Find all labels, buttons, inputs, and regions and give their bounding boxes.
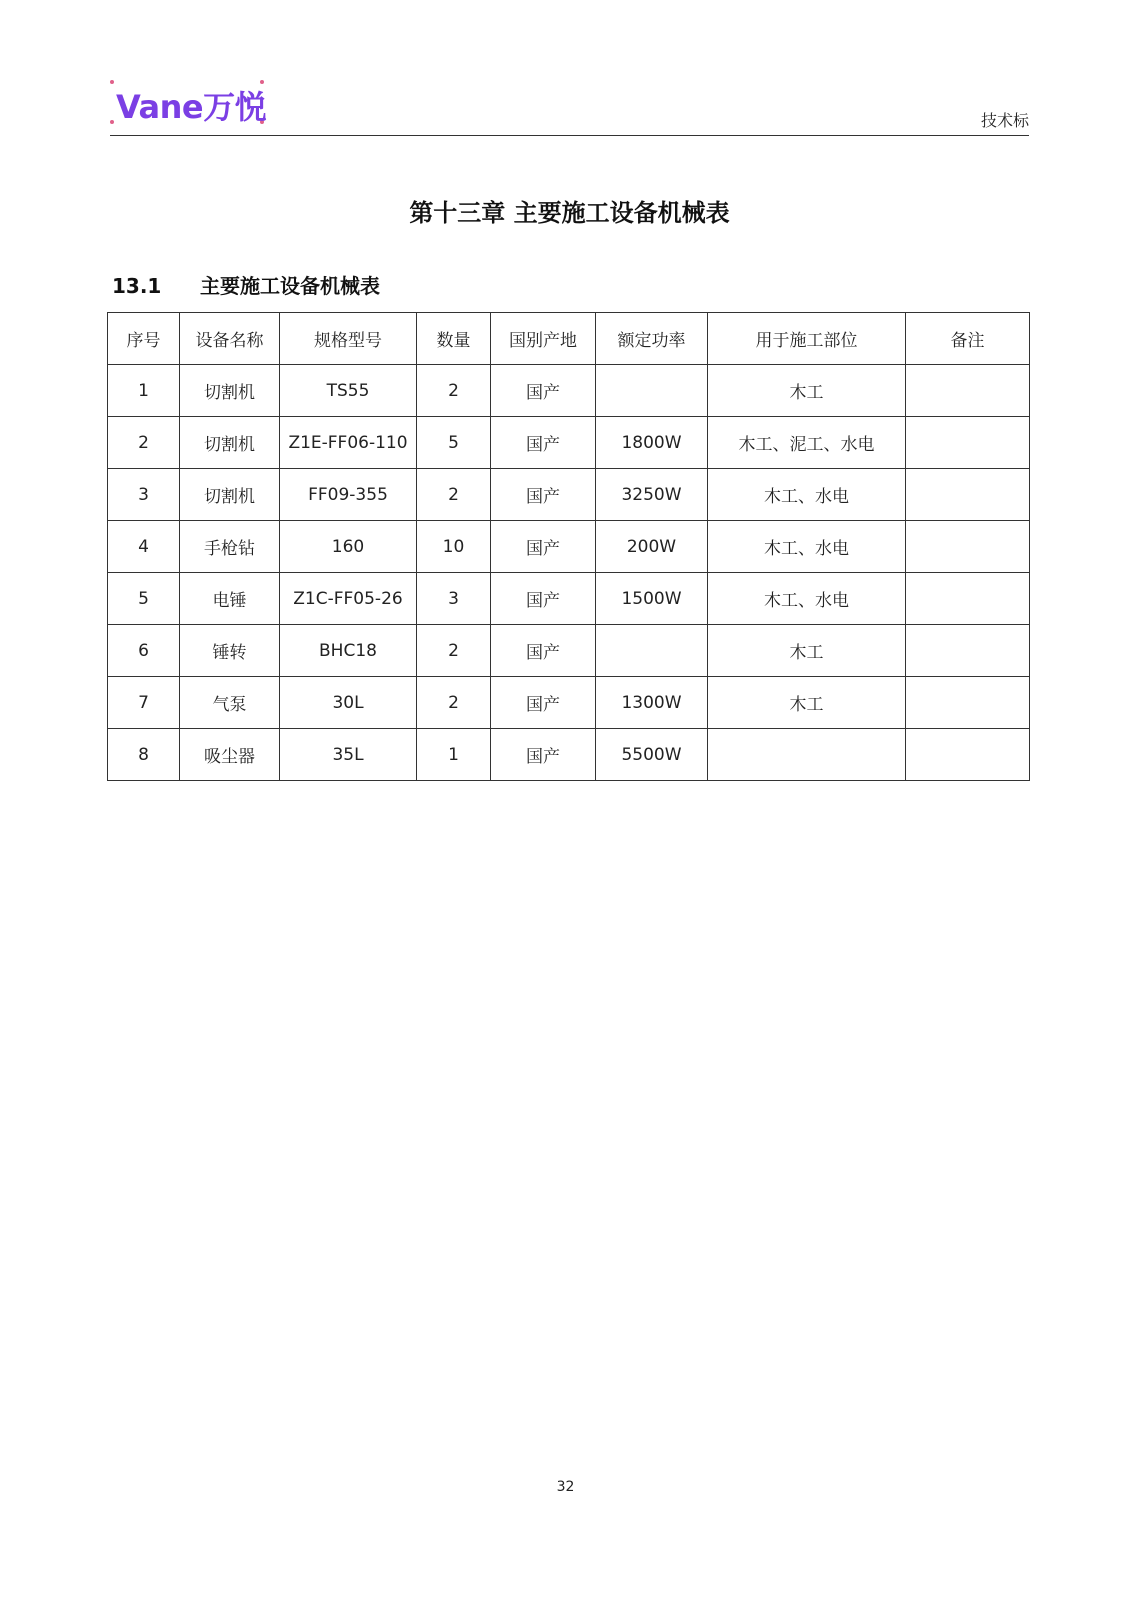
table-cell: 5 bbox=[108, 573, 180, 625]
table-cell bbox=[906, 677, 1030, 729]
table-cell: 木工 bbox=[708, 625, 906, 677]
table-cell: 木工 bbox=[708, 677, 906, 729]
table-cell: 2 bbox=[417, 469, 491, 521]
table-cell: 国产 bbox=[491, 417, 596, 469]
table-cell: 2 bbox=[417, 625, 491, 677]
table-cell: 木工、泥工、水电 bbox=[708, 417, 906, 469]
table-row bbox=[108, 625, 1030, 677]
table-row bbox=[108, 573, 1030, 625]
table-cell: 3 bbox=[417, 573, 491, 625]
header-cell: 用于施工部位 bbox=[708, 313, 906, 365]
table-cell bbox=[906, 521, 1030, 573]
section-title-text: 主要施工设备机械表 bbox=[200, 274, 380, 298]
section-number: 13.1 bbox=[112, 274, 162, 298]
company-logo bbox=[110, 78, 270, 130]
table-cell: 锤转 bbox=[180, 625, 280, 677]
header-cell: 设备名称 bbox=[180, 313, 280, 365]
table-cell: FF09-355 bbox=[280, 469, 417, 521]
table-cell: 1 bbox=[108, 365, 180, 417]
table-cell: Z1C-FF05-26 bbox=[280, 573, 417, 625]
table-row bbox=[108, 469, 1030, 521]
table-cell: 切割机 bbox=[180, 469, 280, 521]
table-cell: 2 bbox=[417, 365, 491, 417]
table-cell bbox=[906, 729, 1030, 781]
table-cell: 3 bbox=[108, 469, 180, 521]
table-cell: 4 bbox=[108, 521, 180, 573]
table-cell: 5500W bbox=[596, 729, 708, 781]
table-cell: 木工 bbox=[708, 365, 906, 417]
table-cell bbox=[596, 365, 708, 417]
table-cell: 国产 bbox=[491, 521, 596, 573]
header-cell: 国别产地 bbox=[491, 313, 596, 365]
table-cell: 1 bbox=[417, 729, 491, 781]
table-cell: BHC18 bbox=[280, 625, 417, 677]
table-row bbox=[108, 417, 1030, 469]
table-cell: 10 bbox=[417, 521, 491, 573]
logo-text: Vane万悦 bbox=[116, 88, 267, 126]
table-cell: 7 bbox=[108, 677, 180, 729]
chapter-title: 第十三章 主要施工设备机械表 bbox=[409, 199, 730, 227]
table-cell: 切割机 bbox=[180, 417, 280, 469]
table-cell bbox=[708, 729, 906, 781]
table-row bbox=[108, 521, 1030, 573]
table-cell: Z1E-FF06-110 bbox=[280, 417, 417, 469]
header-cell: 规格型号 bbox=[280, 313, 417, 365]
table-cell: 2 bbox=[417, 677, 491, 729]
table-cell: 国产 bbox=[491, 729, 596, 781]
equipment-table bbox=[107, 312, 1030, 781]
table-cell: 1300W bbox=[596, 677, 708, 729]
table-cell: 8 bbox=[108, 729, 180, 781]
table-cell bbox=[906, 417, 1030, 469]
table-row bbox=[108, 677, 1030, 729]
table-cell: 3250W bbox=[596, 469, 708, 521]
document-type-label: 技术标 bbox=[980, 111, 1029, 130]
table-cell: 35L bbox=[280, 729, 417, 781]
header-cell: 额定功率 bbox=[596, 313, 708, 365]
logo-dot bbox=[110, 80, 114, 84]
table-row bbox=[108, 729, 1030, 781]
table-cell: 2 bbox=[108, 417, 180, 469]
table-cell: 木工、水电 bbox=[708, 521, 906, 573]
table-cell bbox=[906, 573, 1030, 625]
header-cell: 备注 bbox=[906, 313, 1030, 365]
table-cell: 木工、水电 bbox=[708, 469, 906, 521]
table-cell: 国产 bbox=[491, 677, 596, 729]
table-row bbox=[108, 365, 1030, 417]
table-cell: 吸尘器 bbox=[180, 729, 280, 781]
header-cell: 数量 bbox=[417, 313, 491, 365]
table-cell: 1500W bbox=[596, 573, 708, 625]
table-cell: 5 bbox=[417, 417, 491, 469]
table-cell bbox=[906, 625, 1030, 677]
table-cell bbox=[906, 469, 1030, 521]
table-cell bbox=[596, 625, 708, 677]
table-cell: 6 bbox=[108, 625, 180, 677]
table-cell bbox=[906, 365, 1030, 417]
table-cell: 国产 bbox=[491, 365, 596, 417]
page-header bbox=[110, 78, 1029, 136]
table-cell: TS55 bbox=[280, 365, 417, 417]
table-cell: 国产 bbox=[491, 625, 596, 677]
section-heading bbox=[112, 270, 380, 299]
table-cell: 30L bbox=[280, 677, 417, 729]
logo-dot bbox=[110, 120, 114, 124]
table-cell: 160 bbox=[280, 521, 417, 573]
table-cell: 手枪钻 bbox=[180, 521, 280, 573]
page-number: 32 bbox=[556, 1479, 575, 1495]
table-cell: 国产 bbox=[491, 469, 596, 521]
table-cell: 木工、水电 bbox=[708, 573, 906, 625]
table-cell: 切割机 bbox=[180, 365, 280, 417]
table-cell: 电锤 bbox=[180, 573, 280, 625]
header-cell: 序号 bbox=[108, 313, 180, 365]
table-cell: 1800W bbox=[596, 417, 708, 469]
table-cell: 国产 bbox=[491, 573, 596, 625]
table-header-row bbox=[108, 313, 1030, 365]
table-cell: 200W bbox=[596, 521, 708, 573]
table-cell: 气泵 bbox=[180, 677, 280, 729]
header-divider bbox=[110, 135, 1029, 136]
